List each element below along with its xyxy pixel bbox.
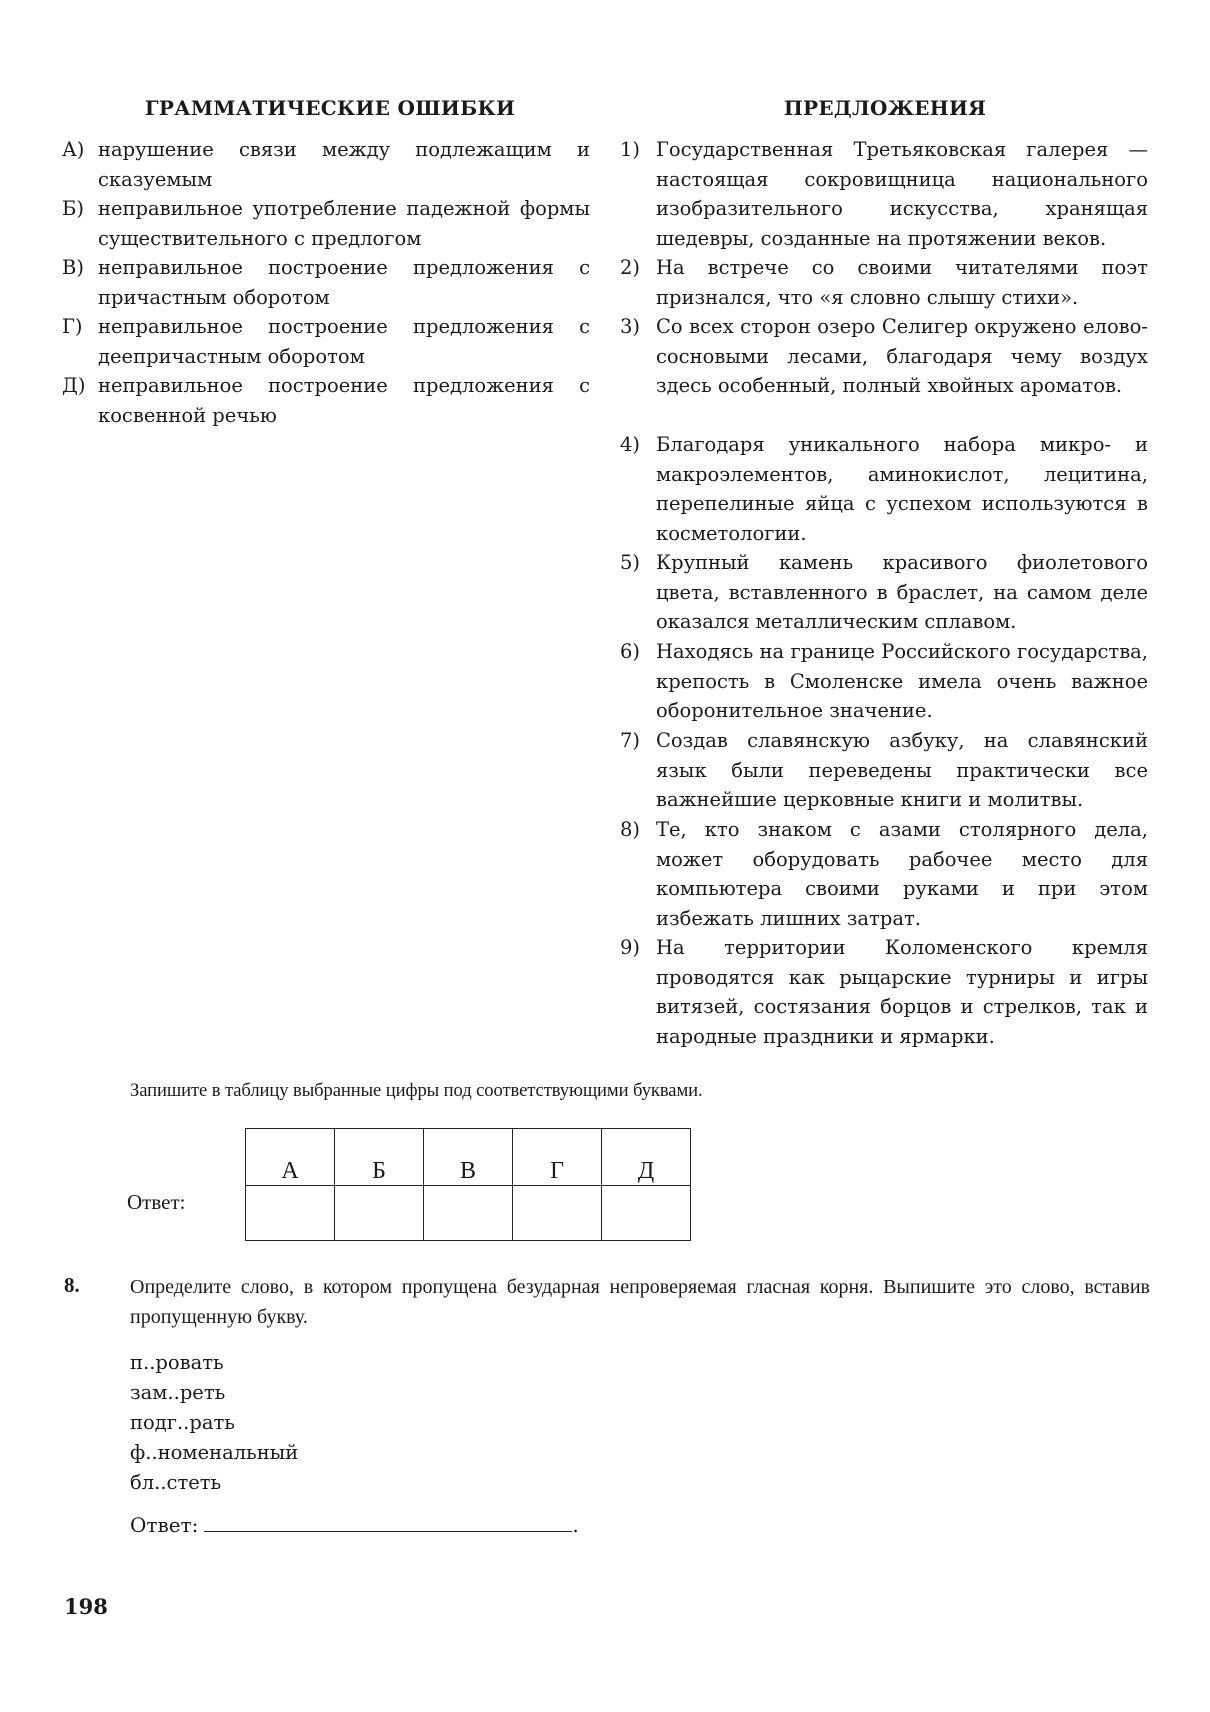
sentence-label: 7) xyxy=(620,729,641,752)
sentence-label: 4) xyxy=(620,433,641,456)
answer-cell-d[interactable] xyxy=(602,1186,691,1241)
error-item xyxy=(62,253,590,312)
error-label: Б) xyxy=(62,197,84,220)
error-item xyxy=(62,371,590,430)
error-text: неправильное употребление падежной формы существительного с предлогом xyxy=(98,197,590,250)
sentence-item xyxy=(620,135,1148,253)
sentence-item xyxy=(620,430,1148,548)
errors-column-heading: ГРАММАТИЧЕСКИЕ ОШИБКИ xyxy=(144,96,516,120)
sentence-label: 8) xyxy=(620,818,641,841)
answer-label: Ответ: xyxy=(130,1513,199,1537)
sentence-item xyxy=(620,637,1148,726)
word-option: подг..рать xyxy=(130,1411,235,1434)
error-item xyxy=(62,312,590,371)
answer-table-header: Г xyxy=(513,1129,602,1186)
sentence-label: 9) xyxy=(620,936,641,959)
word-option: ф..номенальный xyxy=(130,1441,299,1464)
answer-cell-b[interactable] xyxy=(335,1186,424,1241)
sentence-text: На встрече со своими читателями поэт признался, что «я словно слышу стихи». xyxy=(656,256,1148,309)
error-text: неправильное построение предложения с косвенной речью xyxy=(98,374,590,427)
error-text: неправильное построение предложения с причастным оборотом xyxy=(98,256,590,309)
sentence-item xyxy=(620,548,1148,637)
answer-cell-g[interactable] xyxy=(513,1186,602,1241)
page-number: 198 xyxy=(64,1594,108,1619)
error-text: неправильное построение предложения с деепричастным оборотом xyxy=(98,315,590,368)
word-option: п..ровать xyxy=(130,1351,224,1374)
sentence-item xyxy=(620,253,1148,312)
sentence-item xyxy=(620,726,1148,815)
sentence-text: Со всех сторон озеро Селигер окружено елово-сосновыми лесами, благодаря чему воздух здесь особенный, полный хвойных ароматов. xyxy=(656,315,1148,397)
answer-input-line[interactable] xyxy=(204,1513,572,1532)
sentence-text: Благодаря уникального набора микро- и макроэлементов, аминокислот, лецитина, перепелиные яйца с успехом используются в косметологии. xyxy=(656,433,1148,545)
error-item xyxy=(62,135,590,194)
sentence-label: 5) xyxy=(620,551,641,574)
word-option: бл..стеть xyxy=(130,1471,222,1494)
answer-table-header: Б xyxy=(335,1129,424,1186)
sentence-text: Государственная Третьяковская галерея — настоящая сокровищница национального изобразительного искусства, хранящая шедевры, созданные на протяжении веков. xyxy=(656,138,1148,250)
error-text: нарушение связи между подлежащим и сказуемым xyxy=(98,138,590,191)
answer-period: . xyxy=(572,1513,579,1537)
answer-label: Ответ: xyxy=(127,1190,186,1214)
sentence-text: Создав славянскую азбуку, на славянский язык были переведены практически все важнейшие церковные книги и молитвы. xyxy=(656,729,1148,811)
sentence-item xyxy=(620,933,1148,1051)
table-instruction: Запишите в таблицу выбранные цифры под соответствующими буквами. xyxy=(130,1080,703,1101)
question-number: 8. xyxy=(64,1273,80,1297)
sentence-text: Находясь на границе Российского государства, крепость в Смоленске имела очень важное оборонительное значение. xyxy=(656,640,1148,722)
sentence-label: 3) xyxy=(620,315,641,338)
error-label: Д) xyxy=(62,374,86,397)
sentence-label: 1) xyxy=(620,138,641,161)
question-text: Определите слово, в котором пропущена безударная непроверяемая гласная корня. Выпишите это слово, вставив пропущенную букву. xyxy=(130,1276,1150,1328)
sentence-text: Те, кто знаком с азами столярного дела, может оборудовать рабочее место для компьютера своими руками и при этом избежать лишних затрат. xyxy=(656,818,1148,930)
error-label: Г) xyxy=(62,315,83,338)
answer-table xyxy=(245,1128,691,1241)
error-label: А) xyxy=(62,138,85,161)
answer-cell-v[interactable] xyxy=(424,1186,513,1241)
answer-table-header: А xyxy=(246,1129,335,1186)
sentence-label: 2) xyxy=(620,256,641,279)
sentence-text: На территории Коломенского кремля проводятся как рыцарские турниры и игры витязей, состязания борцов и стрелков, так и народные праздники и ярмарки. xyxy=(656,936,1148,1048)
sentence-item xyxy=(620,312,1148,401)
answer-cell-a[interactable] xyxy=(246,1186,335,1241)
answer-field-row xyxy=(130,1513,579,1537)
error-label: В) xyxy=(62,256,84,279)
sentences-column-heading: ПРЕДЛОЖЕНИЯ xyxy=(783,96,987,120)
error-item xyxy=(62,194,590,253)
answer-table-header: Д xyxy=(602,1129,691,1186)
word-option: зам..реть xyxy=(130,1381,226,1404)
sentence-text: Крупный камень красивого фиолетового цвета, вставленного в браслет, на самом деле оказался металлическим сплавом. xyxy=(656,551,1148,633)
sentence-item xyxy=(620,815,1148,933)
answer-table-header: В xyxy=(424,1129,513,1186)
sentence-label: 6) xyxy=(620,640,641,663)
